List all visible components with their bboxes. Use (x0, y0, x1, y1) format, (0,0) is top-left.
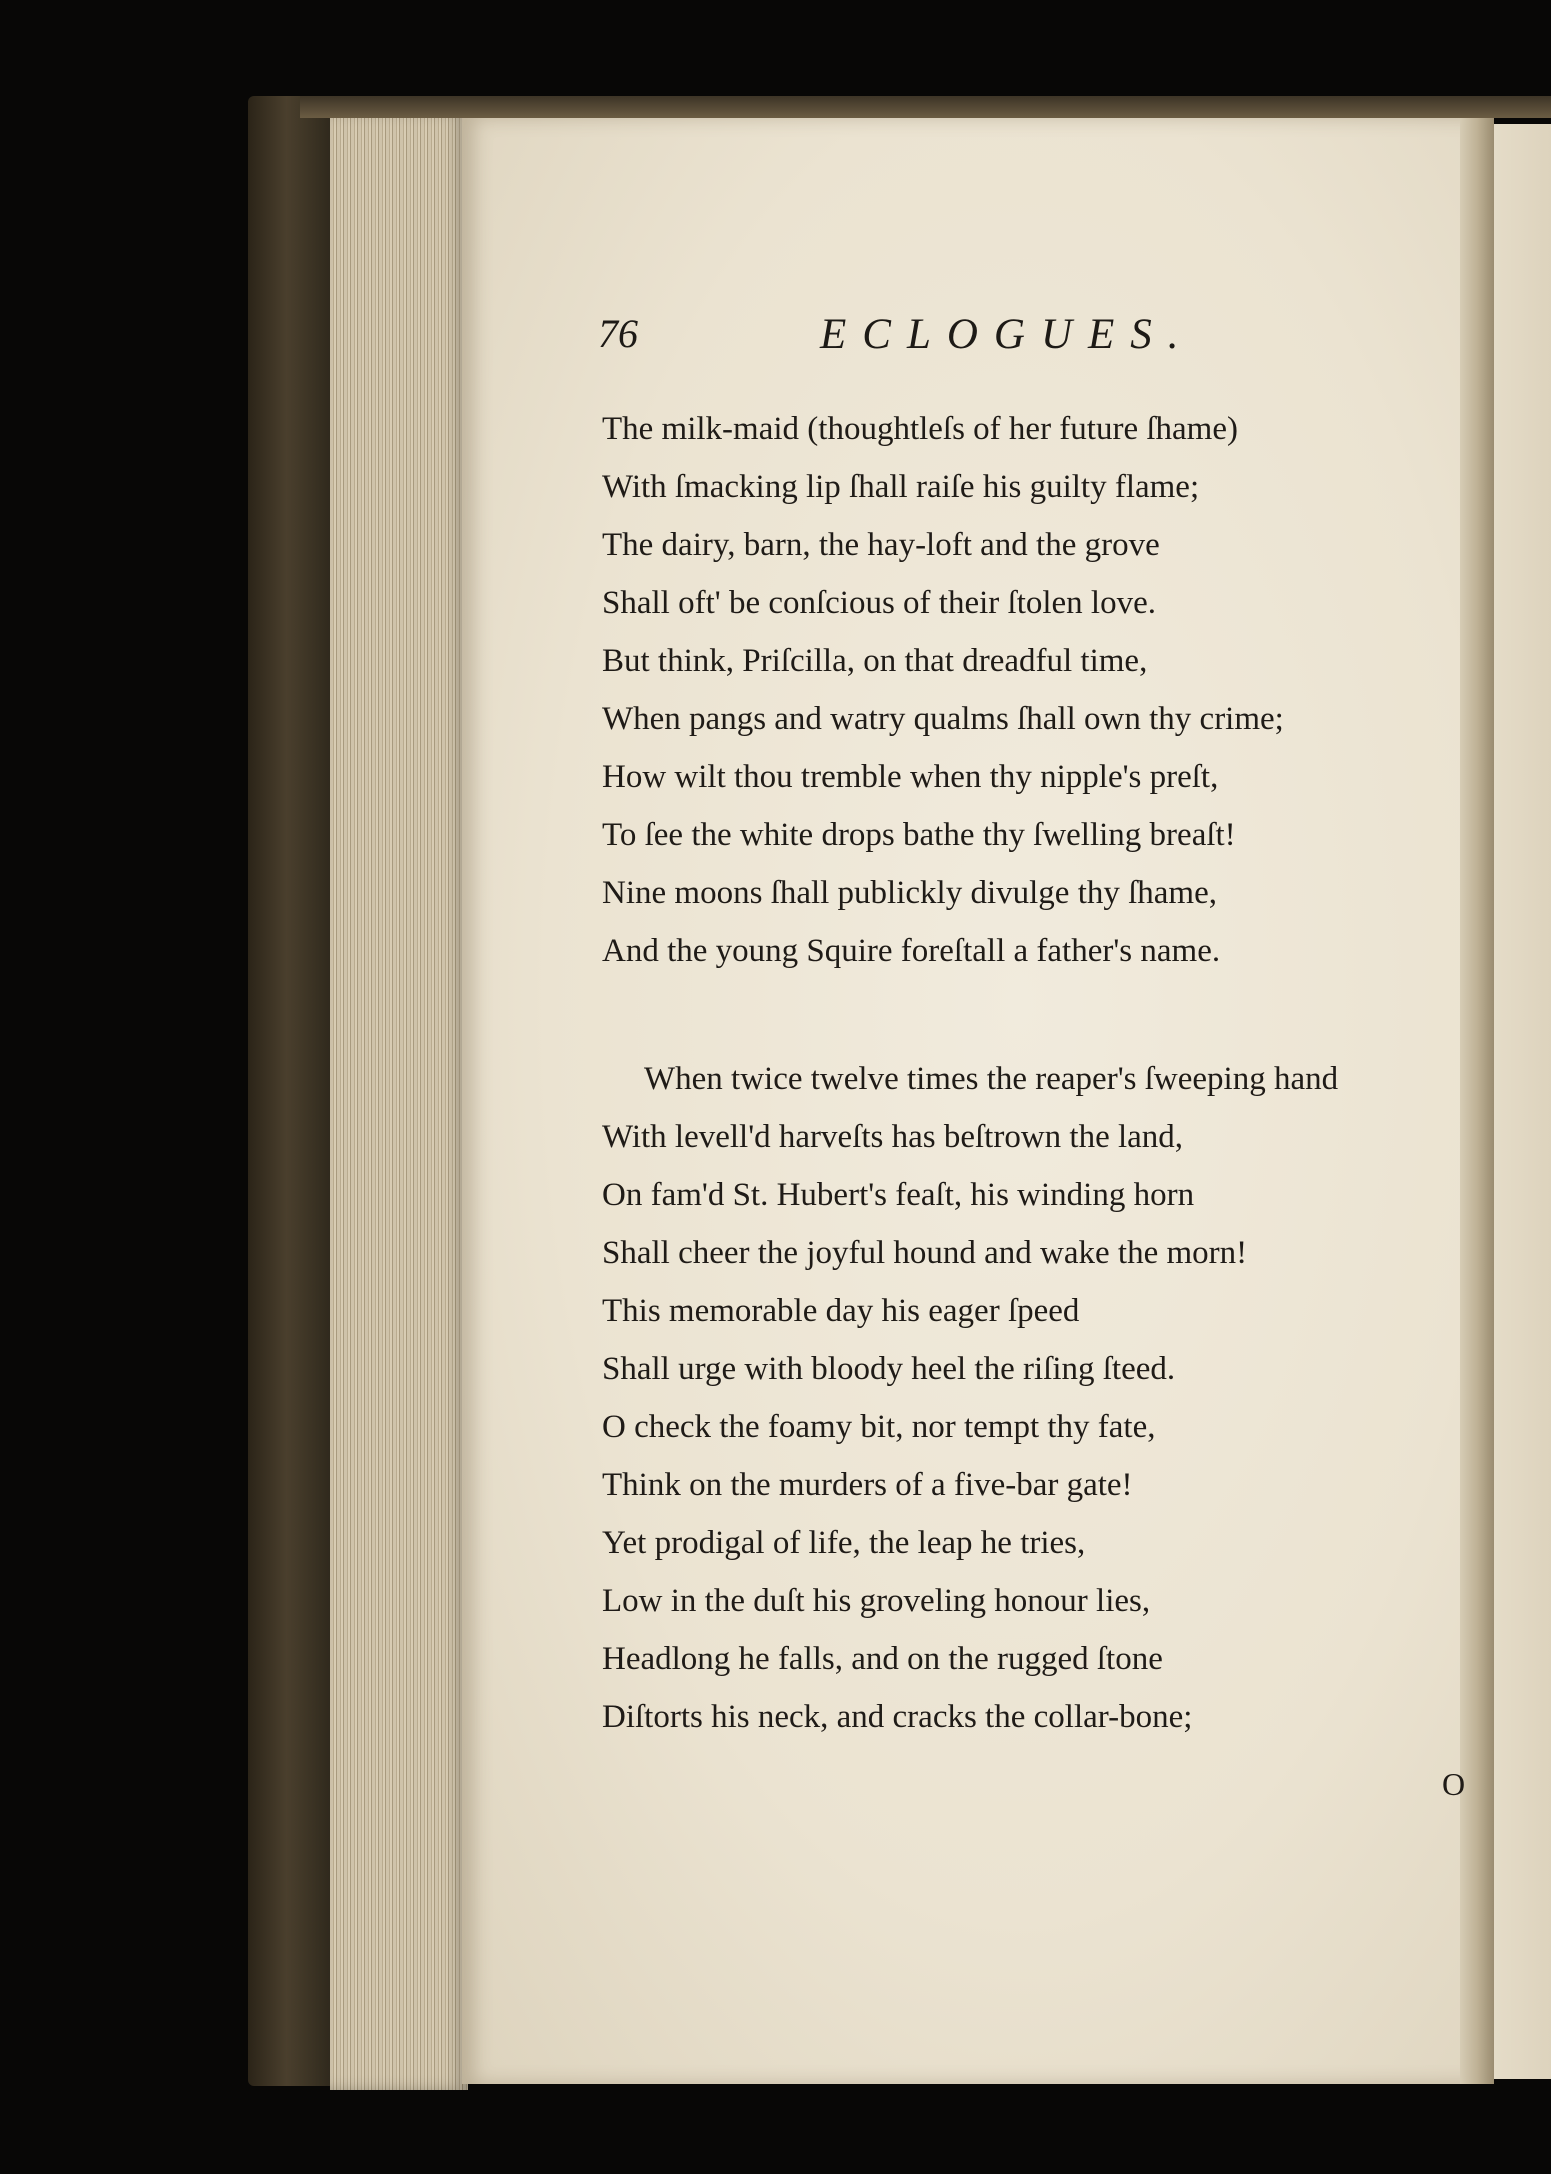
verse-line: Shall urge with bloody heel the riſing ſteed. (602, 1351, 1176, 1387)
verse-line: When twice twelve times the reaper's ſweeping hand (644, 1061, 1339, 1097)
page-header (598, 310, 1278, 370)
verse-line: Yet prodigal of life, the leap he tries, (602, 1525, 1086, 1561)
verse-line: With ſmacking lip ſhall raiſe his guilty flame; (602, 469, 1200, 505)
running-title: ECLOGUES. (820, 311, 1195, 358)
verse-line: With levell'd harveſts has beſtrown the land, (602, 1119, 1184, 1155)
stanza-2 (602, 1050, 1452, 1746)
book-top-edge (300, 96, 1551, 118)
stanza-1 (602, 400, 1452, 980)
verse-line: The milk-maid (thoughtleſs of her future ſhame) (602, 411, 1238, 447)
catchword: O (1442, 1766, 1466, 1802)
verse-line: When pangs and watry qualms ſhall own thy crime; (602, 701, 1284, 737)
verse-line: O check the foamy bit, nor tempt thy fate, (602, 1409, 1156, 1445)
verse-line: But think, Priſcilla, on that dreadful time, (602, 643, 1148, 679)
verse-line: This memorable day his eager ſpeed (602, 1293, 1080, 1329)
verse-line: How wilt thou tremble when thy nipple's preſt, (602, 759, 1219, 795)
page-edges (330, 112, 468, 2090)
verse-line: To ſee the white drops bathe thy ſwelling breaſt! (602, 817, 1236, 853)
verse-line: Shall cheer the joyful hound and wake the morn! (602, 1235, 1248, 1271)
page-number: 76 (598, 311, 638, 356)
verse-line: Headlong he falls, and on the rugged ſtone (602, 1641, 1163, 1677)
verse-line: Diſtorts his neck, and cracks the collar-bone; (602, 1699, 1193, 1735)
verse-line: Low in the duſt his groveling honour lies, (602, 1583, 1151, 1619)
verse-line: Nine moons ſhall publickly divulge thy ſhame, (602, 875, 1217, 911)
verse-line: On fam'd St. Hubert's feaſt, his winding horn (602, 1177, 1195, 1213)
verse-line: Think on the murders of a five-bar gate! (602, 1467, 1133, 1503)
verse-line: And the young Squire foreſtall a father's name. (602, 933, 1221, 969)
verse-line: The dairy, barn, the hay-loft and the grove (602, 527, 1160, 563)
facing-page-edge (1494, 124, 1551, 2079)
verse-line: Shall oft' be conſcious of their ſtolen love. (602, 585, 1156, 621)
